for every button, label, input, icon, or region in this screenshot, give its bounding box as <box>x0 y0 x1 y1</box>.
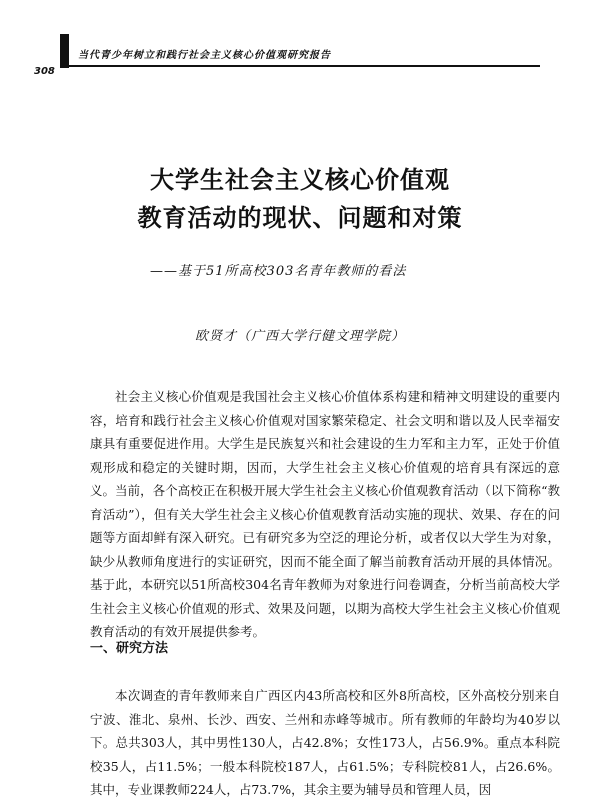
methods-paragraph: 本次调查的青年教师来自广西区内43所高校和区外8所高校，区外高校分别来自宁波、淮北、泉州、长沙、西安、兰州和赤峰等城市。所有教师的年龄均为40岁以下。总共303人，其中男性130人，占42.8%；女性173人，占56.9%。重点本科院校35人，占11.5%；一般本科院校187人，占61.5%；专科院校81人，占26.6%。其中，专业课教师224人，占73.7%，其余主要为辅导员和管理人员，因 <box>90 688 560 797</box>
title-line-1: 大学生社会主义核心价值观 <box>150 165 450 194</box>
subtitle: ——基于51所高校303名青年教师的看法 <box>150 264 407 279</box>
header-bar <box>60 34 69 68</box>
header-rule <box>60 65 540 67</box>
section-heading: 一、研究方法 <box>90 641 169 656</box>
intro-paragraph: 社会主义核心价值观是我国社会主义核心价值体系构建和精神文明建设的重要内容，培育和践行社会主义核心价值观对国家繁荣稳定、社会文明和谐以及人民幸福安康具有重要促进作用。大学生是民族复兴和社会建设的生力军和主力军，正处于价值观形成和稳定的关键时期，因而，大学生社会主义核心价值观的培育具有深远的意义。当前，各个高校正在积极开展大学生社会主义核心价值观教育活动（以下简称“教育活动”），但有关大学生社会主义核心价值观教育活动实施的现状、效果、存在的问题等方面却鲜有深入研究。已有研究多为空泛的理论分析，或者仅以大学生为对象，缺少从教师角度进行的实证研究，因而不能全面了解当前教育活动开展的具体情况。基于此，本研究以51所高校304名青年教师为对象进行问卷调查，分析当前高校大学生社会主义核心价值观的形式、效果及问题，以期为高校大学生社会主义核心价值观教育活动的有效开展提供参考。 <box>90 389 560 639</box>
page-number: 308 <box>34 66 55 77</box>
title-line-2: 教育活动的现状、问题和对策 <box>137 203 463 232</box>
author: 欧贤才（广西大学行健文理学院） <box>194 329 405 344</box>
running-head: 当代青少年树立和践行社会主义核心价值观研究报告 <box>78 50 331 61</box>
